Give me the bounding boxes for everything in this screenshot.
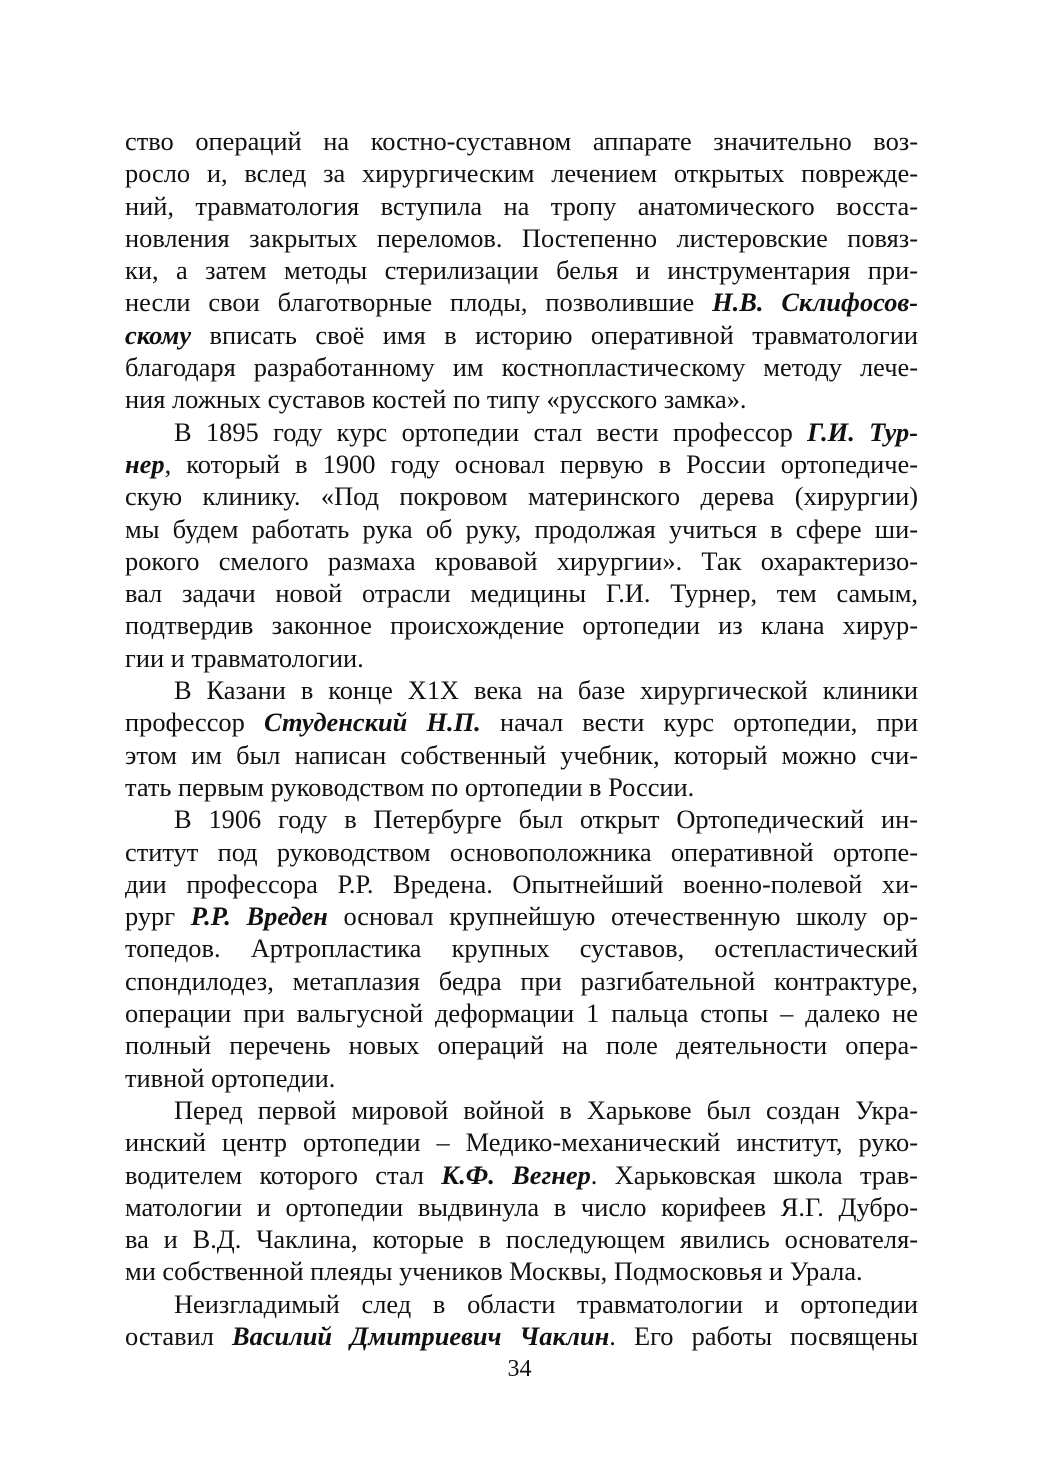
- text-segment: Перед первой мировой войной в Харькове был создан Укра-: [174, 1094, 918, 1125]
- text-line: [125, 1288, 918, 1320]
- text-segment: . Его работы посвящены: [609, 1320, 918, 1351]
- text-segment: подтвердив законное происхождение ортопедии из клана хирур-: [125, 610, 918, 641]
- text-line: [125, 545, 918, 577]
- text-line: [125, 771, 918, 803]
- text-line: [125, 351, 918, 383]
- text-line: [125, 803, 918, 835]
- text-line: [125, 416, 918, 448]
- text-segment: вписать своё имя в историю оперативной травматологии: [191, 319, 918, 350]
- text-segment: основал крупнейшую отечественную школу ор-: [327, 901, 918, 932]
- page-number: 34: [507, 1356, 532, 1382]
- text-segment: ство операций на костно-суставном аппарате значительно воз-: [125, 126, 918, 156]
- text-line: [125, 900, 918, 932]
- emphasized-name: Н.В. Склифосов-: [712, 287, 918, 318]
- text-segment: . Харьковская школа трав-: [590, 1159, 918, 1190]
- text-segment: инский центр ортопедии – Медико-механический институт, руко-: [125, 1127, 918, 1158]
- text-segment: ститут под руководством основоположника оперативной ортопе-: [125, 836, 918, 867]
- text-line: [125, 1191, 918, 1223]
- text-segment: топедов. Артропластика крупных суставов, остепластический: [125, 933, 918, 964]
- text-segment: спондилодез, метаплазия бедра при разгибательной контрактуре,: [125, 965, 918, 996]
- text-line: [125, 1255, 918, 1287]
- emphasized-name: Р.Р. Вреден: [190, 901, 328, 932]
- text-line: [125, 157, 918, 189]
- text-segment: ний, травматология вступила на тропу анатомического восста-: [125, 190, 918, 221]
- text-segment: рург: [125, 901, 191, 932]
- text-segment: Неизгладимый след в области травматологии и ортопедии: [174, 1288, 918, 1319]
- text-line: [125, 286, 918, 318]
- emphasized-name: нер: [125, 448, 165, 479]
- text-segment: дии профессора Р.Р. Вредена. Опытнейший военно-полевой хи-: [125, 868, 918, 899]
- text-segment: ва и В.Д. Чаклина, которые в последующем явились основателя-: [125, 1224, 918, 1255]
- paragraph: [125, 1094, 918, 1288]
- text-segment: ки, а затем методы стерилизации белья и инструментария при-: [125, 255, 918, 286]
- emphasized-name: К.Ф. Вегнер: [441, 1159, 591, 1190]
- text-segment: благодаря разработанному им костнопластическому методу лече-: [125, 352, 918, 383]
- text-segment: рокого смелого размаха кровавой хирургии». Так охарактеризо-: [125, 545, 918, 576]
- text-line: [125, 1029, 918, 1061]
- text-segment: новления закрытых переломов. Постепенно листеровские повяз-: [125, 222, 918, 253]
- paragraph: [125, 125, 918, 416]
- text-line: [125, 1159, 918, 1191]
- text-segment: профессор: [125, 707, 264, 738]
- emphasized-name: Студенский Н.П.: [263, 707, 481, 738]
- text-segment: В Казани в конце Х1Х века на базе хирургической клиники: [174, 675, 918, 706]
- text-segment: , который в 1900 году основал первую в России ортопедиче-: [164, 448, 918, 479]
- text-line: [125, 1062, 918, 1094]
- text-line: [125, 448, 918, 480]
- text-line: [125, 965, 918, 997]
- page-body-text: [125, 125, 918, 1352]
- text-segment: В 1906 году в Петербурге был открыт Ортопедический ин-: [174, 804, 918, 835]
- text-segment: росло и, вслед за хирургическим лечением открытых поврежде-: [125, 158, 918, 189]
- text-segment: скую клинику. «Под покровом материнского дерева (хирургии): [125, 481, 918, 512]
- text-line: [125, 609, 918, 641]
- text-segment: тивной ортопедии.: [125, 1062, 336, 1093]
- text-line: [125, 222, 918, 254]
- paragraph: [125, 803, 918, 1094]
- text-line: [125, 868, 918, 900]
- text-segment: мы будем работать рука об руку, продолжая учиться в сфере ши-: [125, 513, 918, 544]
- text-segment: В 1895 году курс ортопедии стал вести профессор: [174, 416, 808, 447]
- text-line: [125, 577, 918, 609]
- paragraph: [125, 416, 918, 674]
- paragraph: [125, 1288, 918, 1353]
- text-line: [125, 513, 918, 545]
- text-line: [125, 480, 918, 512]
- text-line: [125, 932, 918, 964]
- text-segment: операции при вальгусной деформации 1 пальца стопы – далеко не: [125, 998, 918, 1029]
- text-line: [125, 190, 918, 222]
- text-segment: ния ложных суставов костей по типу «русского замка».: [125, 384, 747, 415]
- text-line: [125, 125, 918, 157]
- text-line: [125, 383, 918, 415]
- emphasized-name: скому: [125, 319, 192, 350]
- text-line: [125, 1094, 918, 1126]
- text-line: [125, 1223, 918, 1255]
- emphasized-name: Г.И. Тур-: [807, 416, 918, 447]
- paragraph: [125, 674, 918, 803]
- text-line: [125, 739, 918, 771]
- text-segment: вал задачи новой отрасли медицины Г.И. Турнер, тем самым,: [125, 578, 918, 609]
- text-segment: тать первым руководством по ортопедии в России.: [125, 771, 695, 802]
- text-line: [125, 706, 918, 738]
- text-line: [125, 674, 918, 706]
- text-segment: этом им был написан собственный учебник, который можно счи-: [125, 739, 918, 770]
- text-line: [125, 1126, 918, 1158]
- text-line: [125, 997, 918, 1029]
- text-segment: матологии и ортопедии выдвинула в число корифеев Я.Г. Дубро-: [125, 1191, 918, 1222]
- emphasized-name: Василий Дмитриевич Чаклин: [232, 1320, 610, 1351]
- text-segment: полный перечень новых операций на поле деятельности опера-: [125, 1030, 918, 1061]
- text-segment: ми собственной плеяды учеников Москвы, Подмосковья и Урала.: [125, 1256, 863, 1287]
- text-line: [125, 319, 918, 351]
- text-segment: начал вести курс ортопедии, при: [480, 707, 918, 738]
- text-line: [125, 254, 918, 286]
- text-segment: водителем которого стал: [125, 1159, 442, 1190]
- text-segment: оставил: [125, 1320, 233, 1351]
- text-segment: несли свои благотворные плоды, позволившие: [125, 287, 713, 318]
- text-line: [125, 836, 918, 868]
- text-segment: гии и травматологии.: [125, 642, 364, 673]
- text-line: [125, 1320, 918, 1352]
- text-line: [125, 642, 918, 674]
